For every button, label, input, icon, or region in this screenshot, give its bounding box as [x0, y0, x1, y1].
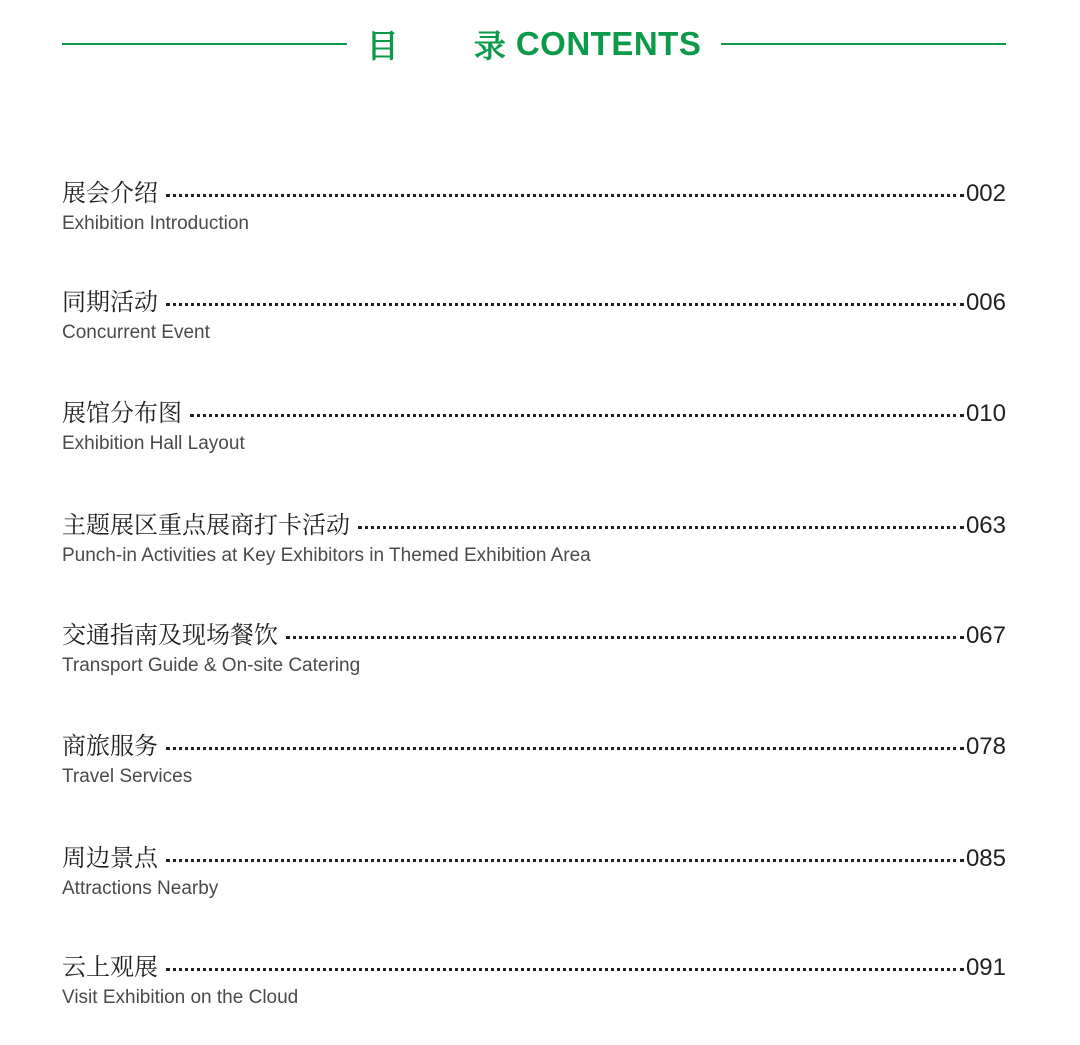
toc-entry-title-zh: 展会介绍: [62, 179, 158, 207]
toc-entry-page-number: 067: [965, 622, 1006, 649]
toc-entry-title-zh: 展馆分布图: [62, 399, 182, 427]
toc-entry-title-en: Exhibition Hall Layout: [62, 433, 245, 454]
toc-entry-transport-guide[interactable]: [62, 618, 1006, 698]
toc-entry-page-number: 091: [965, 954, 1006, 981]
toc-entry-exhibition-hall-layout[interactable]: [62, 396, 1006, 476]
toc-entry-concurrent-event[interactable]: [62, 285, 1006, 365]
toc-entry-title-en: Transport Guide & On-site Catering: [62, 655, 361, 676]
toc-entry-title-zh: 商旅服务: [62, 732, 158, 760]
toc-entry-title-zh: 交通指南及现场餐饮: [62, 621, 278, 649]
toc-entry-page-number: 085: [965, 845, 1006, 872]
toc-entry-title-en: Exhibition Introduction: [62, 213, 249, 234]
toc-entry-title-en: Concurrent Event: [62, 322, 210, 343]
toc-entry-page-number: 010: [965, 400, 1006, 427]
dot-leader: [190, 414, 964, 417]
dot-leader: [166, 968, 964, 971]
dot-leader: [166, 194, 964, 197]
dot-leader: [166, 303, 964, 306]
toc-entry-page-number: 078: [965, 733, 1006, 760]
dot-leader: [166, 747, 964, 750]
dot-leader: [166, 859, 964, 862]
toc-entry-travel-services[interactable]: [62, 729, 1006, 809]
toc-entry-attractions-nearby[interactable]: [62, 841, 1006, 921]
dot-leader: [286, 636, 964, 639]
toc-entry-page-number: 063: [965, 512, 1006, 539]
dot-leader: [358, 526, 964, 529]
page-title: [347, 21, 722, 67]
toc-entry-title-en: Travel Services: [62, 766, 193, 787]
contents-header: [62, 22, 1006, 66]
toc-entry-visit-exhibition-cloud[interactable]: [62, 950, 1006, 1030]
toc-entry-title-zh: 云上观展: [62, 953, 158, 981]
toc-entry-title-zh: 周边景点: [62, 844, 158, 872]
page-title-en: CONTENTS: [515, 25, 702, 62]
toc-entry-title-en: Attractions Nearby: [62, 878, 219, 899]
toc-entry-title-en: Visit Exhibition on the Cloud: [62, 987, 299, 1008]
toc-entry-page-number: 002: [965, 180, 1006, 207]
header-left-rule: [62, 43, 347, 45]
header-right-rule: [721, 43, 1006, 45]
toc-entry-title-en: Punch-in Activities at Key Exhibitors in Themed Exhibition Area: [62, 545, 591, 566]
toc-entry-title-zh: 同期活动: [62, 288, 158, 316]
toc-entry-exhibition-introduction[interactable]: [62, 176, 1006, 256]
toc-entry-punch-in-activities[interactable]: [62, 508, 1006, 588]
toc-entry-page-number: 006: [965, 289, 1006, 316]
toc-entry-title-zh: 主题展区重点展商打卡活动: [62, 511, 350, 539]
page-title-zh: 目 录: [366, 27, 538, 65]
